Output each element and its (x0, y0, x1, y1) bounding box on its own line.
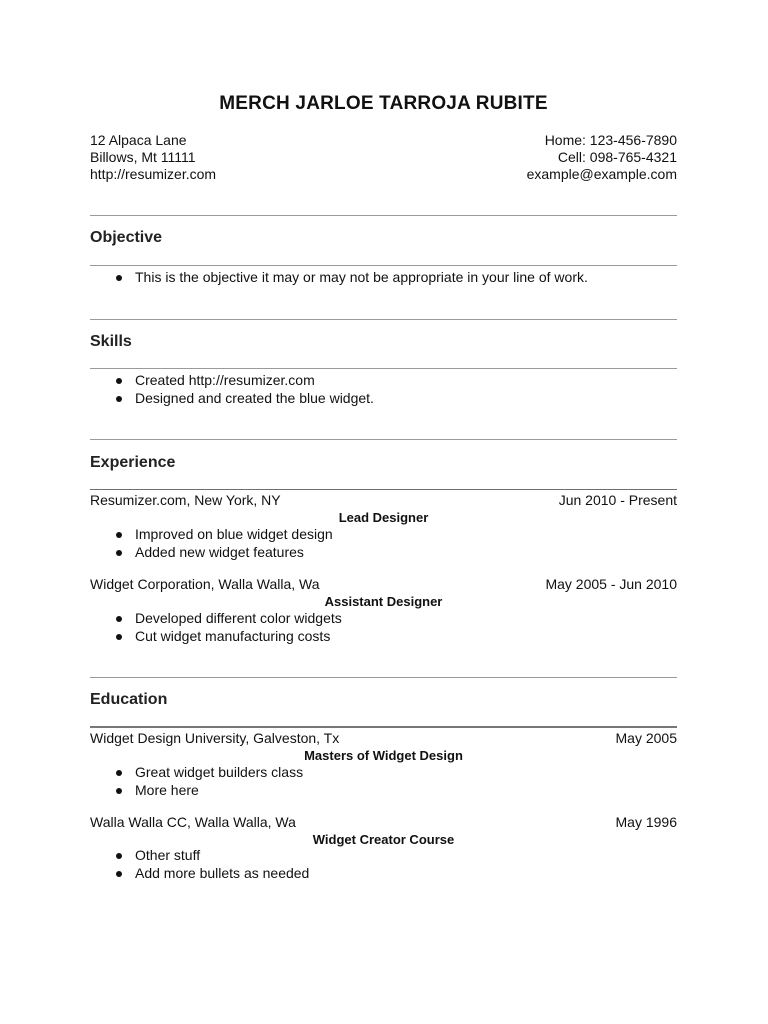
list-item: Added new widget features (90, 544, 333, 562)
job-title: Lead Designer (338, 510, 429, 525)
bullet-icon (116, 396, 122, 402)
list-item: Designed and created the blue widget. (90, 390, 374, 408)
employer: Resumizer.com, New York, NY (90, 492, 281, 508)
list-item: More here (90, 782, 303, 800)
employment-dates: May 2005 - Jun 2010 (545, 576, 677, 592)
section-heading-experience: Experience (90, 454, 176, 471)
divider (90, 319, 677, 320)
email-link[interactable]: example@example.com (526, 166, 677, 182)
objective-list (90, 269, 588, 287)
school: Walla Walla CC, Walla Walla, Wa (90, 814, 296, 830)
section-heading-objective: Objective (90, 229, 163, 246)
list-item: Other stuff (90, 847, 309, 865)
employment-dates: Jun 2010 - Present (558, 492, 677, 508)
bullet-icon (116, 871, 122, 877)
bullet-icon (116, 853, 122, 859)
section-heading-skills: Skills (90, 333, 132, 350)
employer: Widget Corporation, Walla Walla, Wa (90, 576, 320, 592)
bullet-icon (116, 378, 122, 384)
list-item: Great widget builders class (90, 764, 303, 782)
list-item: Created http://resumizer.com (90, 372, 374, 390)
degree-title: Masters of Widget Design (304, 748, 463, 763)
bullet-icon (116, 550, 122, 556)
experience-bullets (90, 526, 333, 561)
list-item: This is the objective it may or may not be appropriate in your line of work. (90, 269, 588, 287)
skills-list (90, 372, 374, 407)
bullet-icon (116, 634, 122, 640)
website-link[interactable]: http://resumizer.com (90, 166, 217, 182)
divider (90, 677, 677, 678)
divider (90, 215, 677, 216)
phone-block (527, 132, 677, 183)
divider (90, 489, 677, 490)
education-bullets (90, 847, 309, 882)
degree-title: Widget Creator Course (312, 832, 455, 847)
school: Widget Design University, Galveston, Tx (90, 730, 340, 746)
section-heading-education: Education (90, 691, 168, 708)
list-item: Improved on blue widget design (90, 526, 333, 544)
job-title: Assistant Designer (324, 594, 443, 609)
bullet-icon (116, 770, 122, 776)
list-item: Developed different color widgets (90, 610, 342, 628)
divider (90, 439, 677, 440)
divider (90, 726, 677, 728)
bullet-icon (116, 532, 122, 538)
home-phone: Home: 123-456-7890 (544, 132, 677, 148)
list-item: Add more bullets as needed (90, 865, 309, 883)
experience-bullets (90, 610, 342, 645)
divider (90, 265, 677, 266)
bullet-icon (116, 788, 122, 794)
education-bullets (90, 764, 303, 799)
bullet-icon (116, 275, 122, 281)
address-block (90, 132, 216, 183)
cell-phone: Cell: 098-765-4321 (557, 149, 677, 165)
address-line-street: 12 Alpaca Lane (90, 132, 187, 148)
list-item: Cut widget manufacturing costs (90, 628, 342, 646)
graduation-date: May 2005 (615, 730, 677, 746)
resume-name: MERCH JARLOE TARROJA RUBITE (219, 93, 548, 114)
bullet-icon (116, 616, 122, 622)
address-line-city: Billows, Mt 11111 (90, 149, 196, 165)
divider (90, 368, 677, 369)
graduation-date: May 1996 (615, 814, 677, 830)
